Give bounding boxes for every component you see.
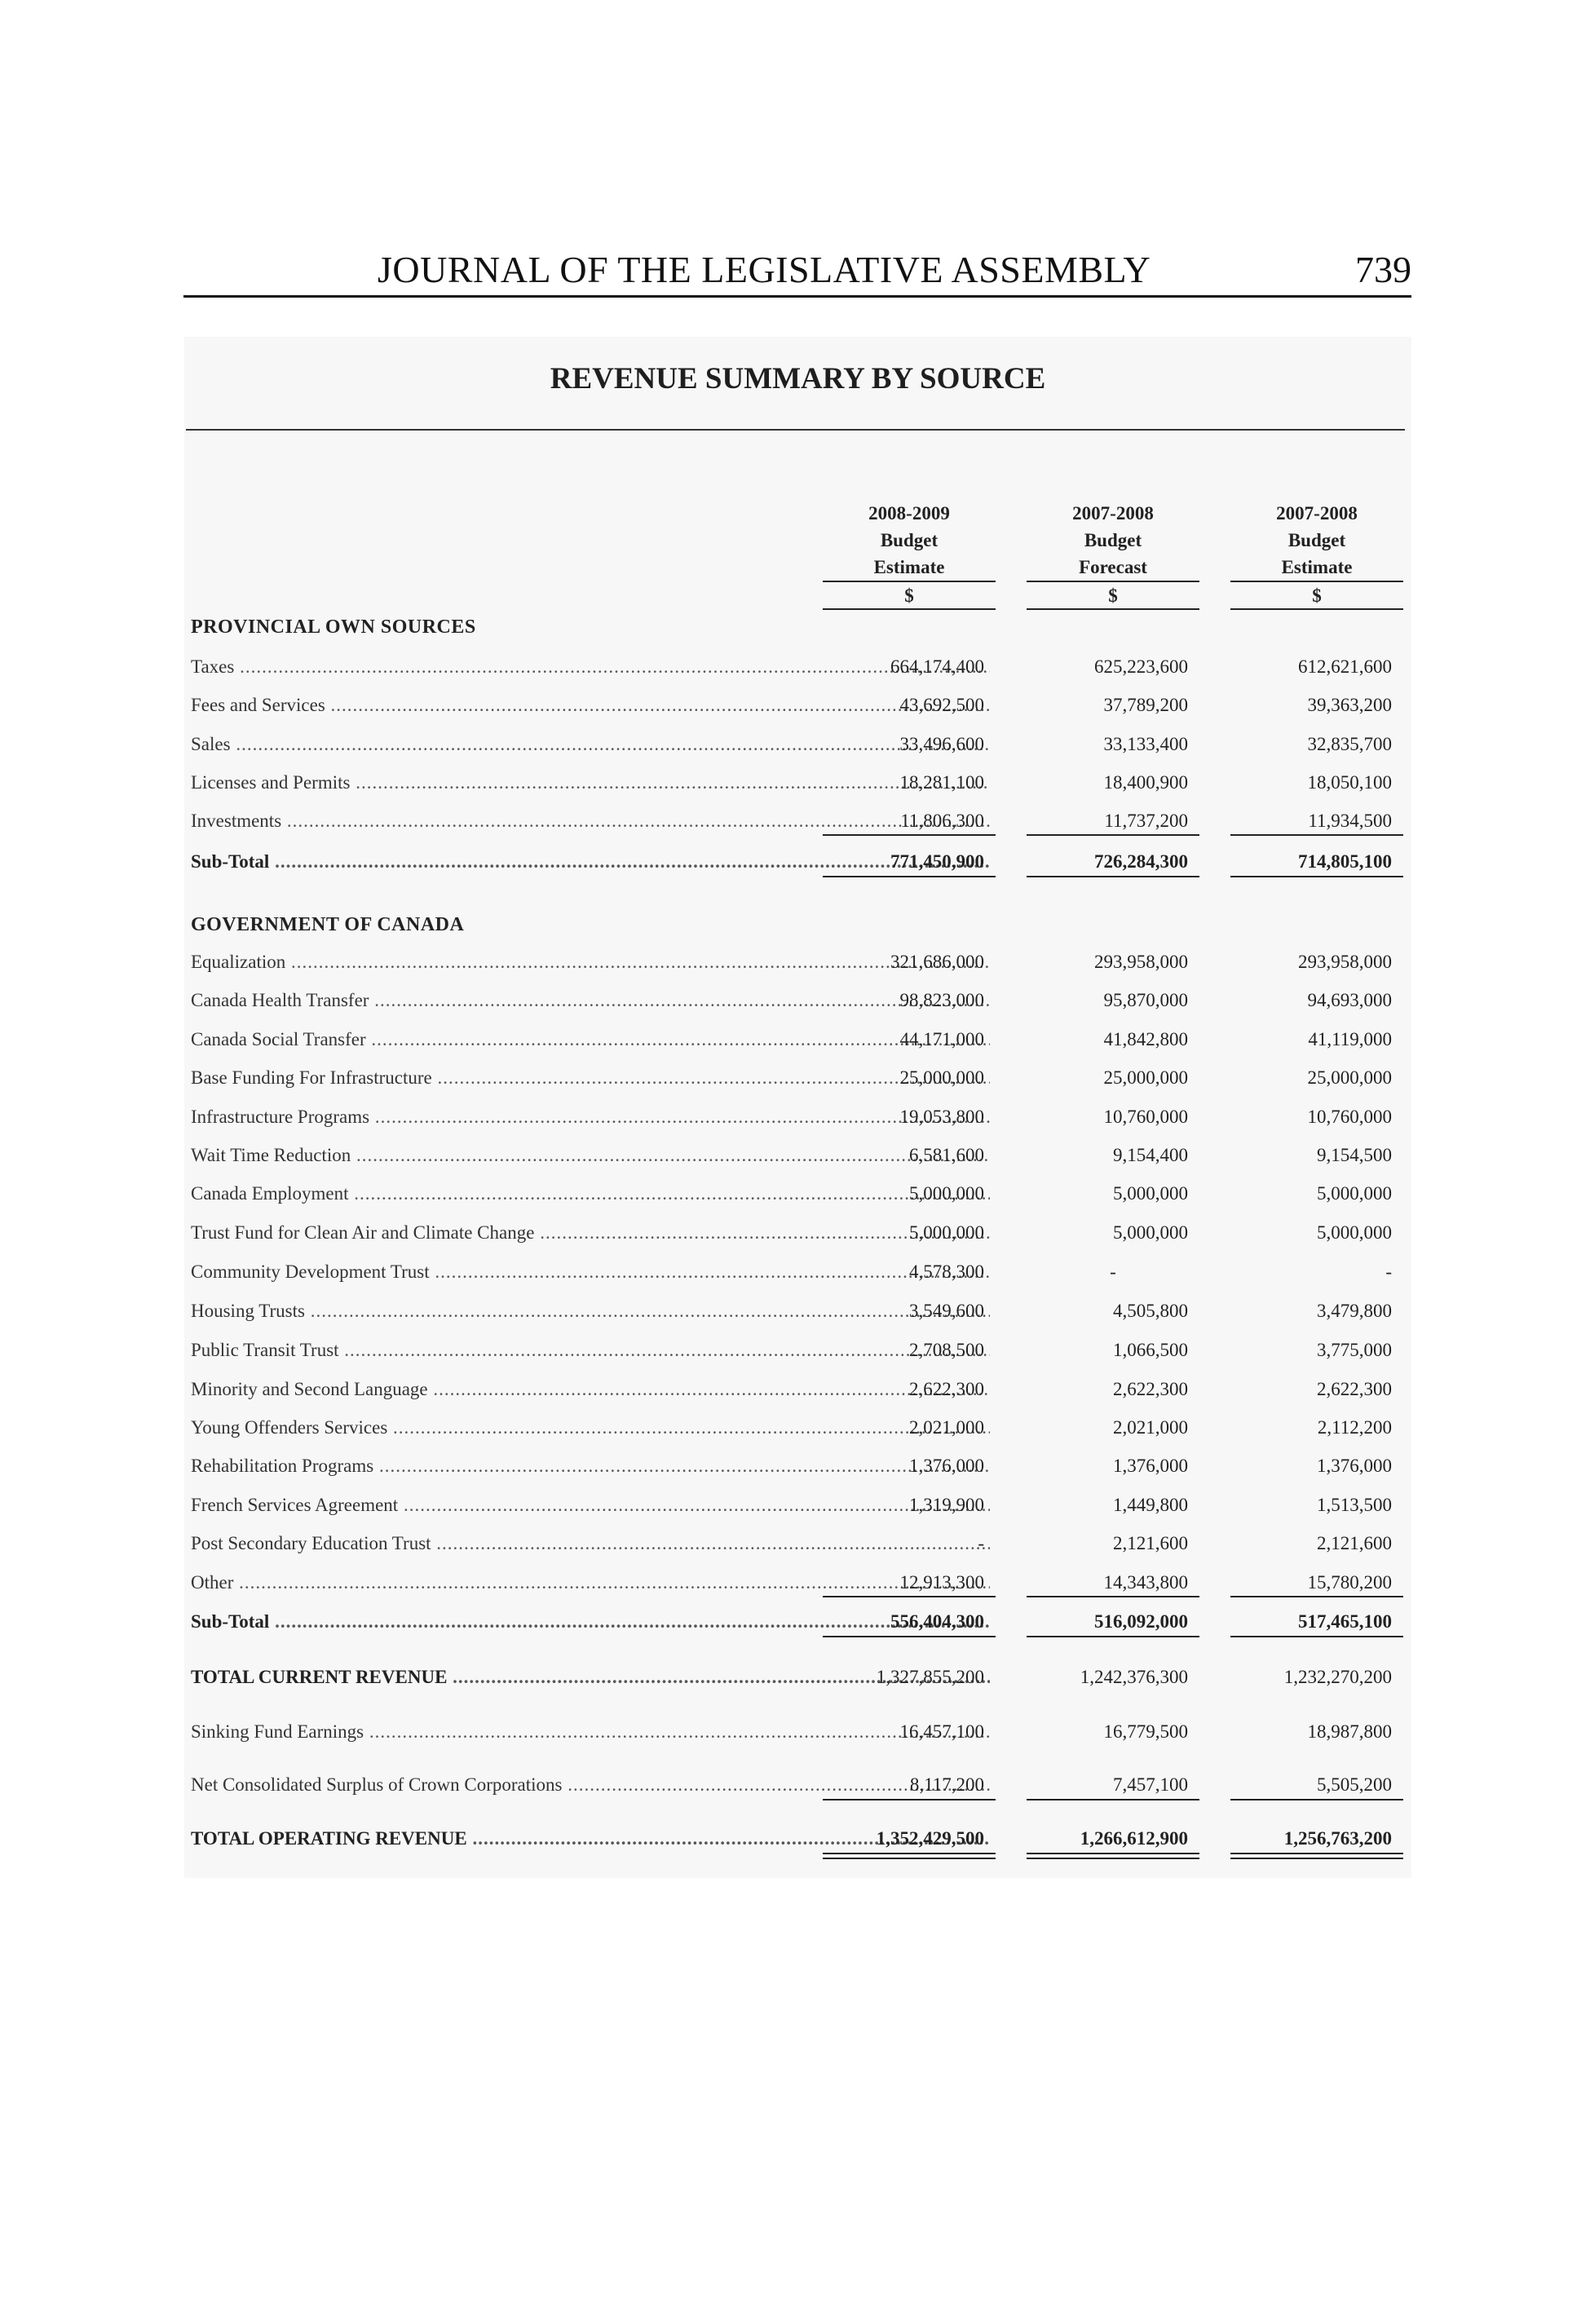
subtotal-rule (823, 1799, 996, 1800)
row-value: 5,000,000 (1317, 1183, 1392, 1204)
row-value: 41,119,000 (1308, 1029, 1392, 1049)
section-heading-canada: GOVERNMENT OF CANADA (191, 914, 465, 935)
table-row (184, 731, 1411, 758)
row-value: 1,327,855,200 (876, 1667, 984, 1687)
row-value: 2,112,200 (1317, 1417, 1392, 1438)
table-row (184, 1103, 1411, 1131)
row-value: 293,958,000 (1298, 952, 1392, 972)
row-value: 12,913,300 (899, 1572, 984, 1593)
table-row (184, 1569, 1411, 1597)
column-header-2008-2009-estimate: 2008-2009 Budget Estimate $ (823, 500, 996, 610)
row-value: 1,376,000 (909, 1456, 984, 1476)
table-row (184, 1297, 1411, 1325)
subtotal-rule (1230, 1799, 1403, 1800)
row-value: 11,737,200 (1104, 811, 1188, 831)
table-row (184, 1491, 1411, 1519)
row-label: Taxes ..... (191, 653, 990, 681)
row-value: 516,092,000 (1094, 1611, 1188, 1632)
row-label: Trust Fund for Clean Air and Climate Change ..... (191, 1219, 990, 1247)
row-value: 2,021,000 (1113, 1417, 1188, 1438)
row-value: 25,000,000 (1103, 1067, 1188, 1088)
table-row (184, 1142, 1411, 1169)
row-value: - (1110, 1261, 1116, 1282)
double-underline (823, 1853, 996, 1859)
row-value: 10,760,000 (1307, 1107, 1392, 1127)
row-label: Sinking Fund Earnings ..... (191, 1718, 990, 1746)
row-value: 95,870,000 (1103, 990, 1188, 1010)
row-value: 25,000,000 (899, 1067, 984, 1088)
row-label: Infrastructure Programs ..... (191, 1103, 990, 1131)
row-value: 5,000,000 (909, 1183, 984, 1204)
subtotal-rule (823, 876, 996, 877)
row-value: 293,958,000 (1094, 952, 1188, 972)
row-value: 32,835,700 (1307, 734, 1392, 754)
row-value: - (1385, 1261, 1392, 1282)
row-value: 25,000,000 (1307, 1067, 1392, 1088)
subtotal-rule (1230, 834, 1403, 836)
row-value: - (978, 1533, 984, 1553)
table-row (184, 1064, 1411, 1092)
table-row (184, 1452, 1411, 1480)
row-value: 2,622,300 (1317, 1379, 1392, 1399)
title-rule (186, 429, 1405, 431)
row-label: Sales ..... (191, 731, 990, 758)
row-value: 5,000,000 (1113, 1183, 1188, 1204)
row-label: Other ..... (191, 1569, 990, 1597)
row-value: 10,760,000 (1103, 1107, 1188, 1127)
row-value: 1,232,270,200 (1283, 1667, 1392, 1687)
row-value: 9,154,400 (1113, 1145, 1188, 1165)
double-underline (1230, 1853, 1403, 1859)
row-value: 39,363,200 (1307, 695, 1392, 715)
subtotal-rule (1027, 834, 1199, 836)
row-value: 7,457,100 (1113, 1774, 1188, 1795)
row-value: 1,066,500 (1113, 1340, 1188, 1360)
row-value: 771,450,900 (890, 851, 984, 872)
table-row (184, 1180, 1411, 1208)
row-value: 664,174,400 (890, 656, 984, 677)
row-label: Rehabilitation Programs ..... (191, 1452, 990, 1480)
subtotal-row (184, 848, 1411, 876)
row-value: 5,000,000 (909, 1222, 984, 1243)
row-label: Wait Time Reduction ..... (191, 1142, 990, 1169)
row-value: 5,000,000 (1317, 1222, 1392, 1243)
row-value: 4,578,300 (909, 1261, 984, 1282)
subtotal-rule (1230, 1596, 1403, 1597)
table-row (184, 1414, 1411, 1442)
subtotal-rule (1027, 1636, 1199, 1637)
subtotal-rule (1230, 1636, 1403, 1637)
row-value: 44,171,000 (899, 1029, 984, 1049)
row-label: Housing Trusts ..... (191, 1297, 990, 1325)
row-value: 15,780,200 (1307, 1572, 1392, 1593)
column-header-2007-2008-forecast: 2007-2008 Budget Forecast $ (1027, 500, 1199, 610)
row-label: Fees and Services ..... (191, 691, 990, 719)
column-header-2007-2008-estimate: 2007-2008 Budget Estimate $ (1230, 500, 1403, 610)
row-value: 41,842,800 (1103, 1029, 1188, 1049)
row-value: 18,400,900 (1103, 772, 1188, 793)
subtotal-rule (1027, 1799, 1199, 1800)
table-row (184, 691, 1411, 719)
row-value: 714,805,100 (1298, 851, 1392, 872)
subtotal-row (184, 1608, 1411, 1636)
running-header (183, 245, 1411, 298)
row-value: 18,050,100 (1307, 772, 1392, 793)
row-label: Canada Social Transfer ..... (191, 1026, 990, 1054)
row-value: 1,256,763,200 (1283, 1828, 1392, 1849)
table-row (184, 1026, 1411, 1054)
row-label: Young Offenders Services ..... (191, 1414, 990, 1442)
row-value: 3,775,000 (1317, 1340, 1392, 1360)
row-value: 625,223,600 (1094, 656, 1188, 677)
row-label: Base Funding For Infrastructure ..... (191, 1064, 990, 1092)
row-value: 2,622,300 (1113, 1379, 1188, 1399)
subtotal-rule (823, 1596, 996, 1597)
row-value: 33,496,600 (899, 734, 984, 754)
row-value: 5,000,000 (1113, 1222, 1188, 1243)
table-row (184, 948, 1411, 976)
journal-title: JOURNAL OF THE LEGISLATIVE ASSEMBLY (378, 249, 1151, 290)
row-value: 16,779,500 (1103, 1721, 1188, 1742)
row-label: Canada Health Transfer ..... (191, 987, 990, 1014)
row-value: 1,319,900 (909, 1495, 984, 1515)
row-label: Licenses and Permits ..... (191, 769, 990, 797)
revenue-summary-table (184, 337, 1411, 1878)
row-value: 4,505,800 (1113, 1301, 1188, 1321)
row-value: 18,281,100 (899, 772, 984, 793)
table-row (184, 1258, 1411, 1286)
row-value: 1,266,612,900 (1080, 1828, 1188, 1849)
row-value: 6,581,600 (909, 1145, 984, 1165)
row-value: 98,823,000 (899, 990, 984, 1010)
subtotal-rule (1230, 876, 1403, 877)
row-value: 11,934,500 (1308, 811, 1392, 831)
row-label: Minority and Second Language ..... (191, 1376, 990, 1403)
row-value: 517,465,100 (1298, 1611, 1392, 1632)
row-value: 33,133,400 (1103, 734, 1188, 754)
total-operating-revenue-row (184, 1825, 1411, 1853)
row-label: Investments ..... (191, 807, 990, 835)
row-label: Post Secondary Education Trust ..... (191, 1530, 990, 1557)
row-value: 726,284,300 (1094, 851, 1188, 872)
row-value: 612,621,600 (1298, 656, 1392, 677)
row-value: 37,789,200 (1103, 695, 1188, 715)
row-label: Net Consolidated Surplus of Crown Corporations ..... (191, 1771, 990, 1799)
row-value: 2,622,300 (909, 1379, 984, 1399)
subtotal-rule (823, 834, 996, 836)
total-current-revenue-row (184, 1663, 1411, 1691)
subtotal-rule (1027, 876, 1199, 877)
row-label: Sub-Total ..... (191, 848, 990, 876)
row-value: 3,479,800 (1317, 1301, 1392, 1321)
row-value: 11,806,300 (900, 811, 984, 831)
row-value: 16,457,100 (899, 1721, 984, 1742)
table-row (184, 1376, 1411, 1403)
table-title: REVENUE SUMMARY BY SOURCE (550, 362, 1046, 395)
sinking-fund-row (184, 1718, 1411, 1746)
double-underline (1027, 1853, 1199, 1859)
row-value: 2,021,000 (909, 1417, 984, 1438)
row-label: Public Transit Trust ..... (191, 1337, 990, 1364)
row-value: 1,352,429,500 (876, 1828, 984, 1849)
table-row (184, 1530, 1411, 1557)
row-value: 1,449,800 (1113, 1495, 1188, 1515)
row-value: 3,549,600 (909, 1301, 984, 1321)
row-label: Canada Employment ..... (191, 1180, 990, 1208)
row-value: 5,505,200 (1317, 1774, 1392, 1795)
row-value: 8,117,200 (909, 1774, 984, 1795)
row-value: 1,376,000 (1113, 1456, 1188, 1476)
row-label: French Services Agreement ..... (191, 1491, 990, 1519)
row-value: 2,708,500 (909, 1340, 984, 1360)
row-value: 1,513,500 (1317, 1495, 1392, 1515)
table-row (184, 1219, 1411, 1247)
row-value: 14,343,800 (1103, 1572, 1188, 1593)
row-label: Equalization ..... (191, 948, 990, 976)
row-value: 94,693,000 (1307, 990, 1392, 1010)
row-value: 556,404,300 (890, 1611, 984, 1632)
section-heading-provincial: PROVINCIAL OWN SOURCES (191, 616, 476, 638)
row-label: Community Development Trust ..... (191, 1258, 990, 1286)
row-label: Sub-Total ..... (191, 1608, 990, 1636)
table-row (184, 769, 1411, 797)
row-label: TOTAL CURRENT REVENUE ..... (191, 1663, 990, 1691)
table-row (184, 807, 1411, 835)
row-value: 19,053,800 (899, 1107, 984, 1127)
row-label: TOTAL OPERATING REVENUE ..... (191, 1825, 990, 1853)
table-row (184, 987, 1411, 1014)
subtotal-rule (823, 1636, 996, 1637)
row-value: 1,376,000 (1317, 1456, 1392, 1476)
page-number: 739 (1355, 249, 1411, 290)
table-row (184, 1337, 1411, 1364)
table-row (184, 653, 1411, 681)
row-value: 2,121,600 (1317, 1533, 1392, 1553)
subtotal-rule (1027, 1596, 1199, 1597)
row-value: 9,154,500 (1317, 1145, 1392, 1165)
net-surplus-row (184, 1771, 1411, 1799)
row-value: 2,121,600 (1113, 1533, 1188, 1553)
row-value: 43,692,500 (899, 695, 984, 715)
row-value: 18,987,800 (1307, 1721, 1392, 1742)
row-value: 1,242,376,300 (1080, 1667, 1188, 1687)
row-value: 321,686,000 (890, 952, 984, 972)
